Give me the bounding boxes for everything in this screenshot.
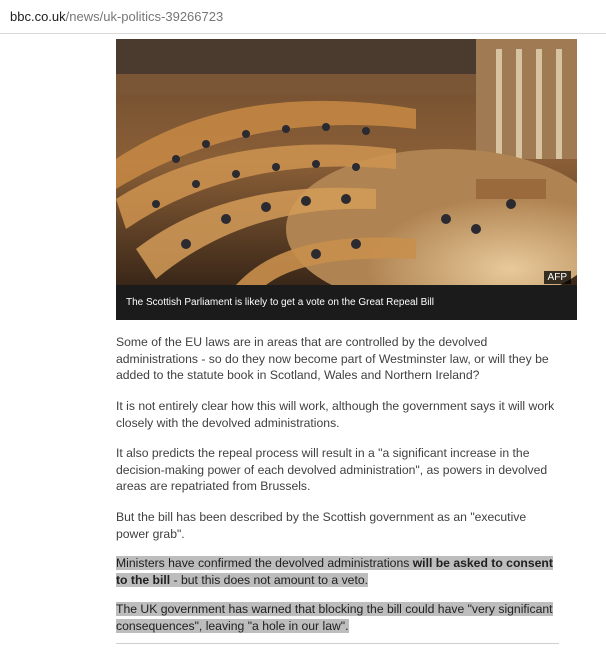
paragraph-6-highlighted <box>116 601 561 634</box>
url-path: /news/uk-politics-39266723 <box>65 9 224 24</box>
p5-text-a: Ministers have confirmed the devolved administrations <box>116 556 413 570</box>
photo-caption: The Scottish Parliament is likely to get a vote on the Great Repeal Bill <box>116 285 577 320</box>
photo-credit: AFP <box>544 271 571 284</box>
url-domain: bbc.co.uk <box>10 9 66 24</box>
p5-text-c: - but this does not amount to a veto. <box>170 572 368 587</box>
highlight-text <box>116 556 553 587</box>
highlight-text-2: The UK government has warned that blocking the bill could have "very significant consequences", leaving "a hole in our law". <box>116 602 553 633</box>
article-figure <box>116 39 577 320</box>
paragraph-1: Some of the EU laws are in areas that are controlled by the devolved administrations - so do they now become part of Westminster law, or will they be added to the statute book in Scotland, Wales and Northern Ireland? <box>116 335 549 383</box>
url-text[interactable] <box>10 9 223 24</box>
parliament-chamber-photo <box>116 39 577 285</box>
paragraph-2: It is not entirely clear how this will work, although the government says it will work closely with the devolved administrations. <box>116 399 555 430</box>
divider <box>116 643 559 644</box>
paragraph-5-highlighted <box>116 555 561 588</box>
p5-bold-text: will be asked to consent to the bill <box>116 556 553 587</box>
address-bar[interactable] <box>0 0 606 34</box>
paragraph-3: It also predicts the repeal process will result in a "a significant increase in the decision-making power of each devolved administration", as powers in devolved areas are repatriated from Brussels. <box>116 446 548 494</box>
paragraph-4: But the bill has been described by the Scottish government as an "executive power grab". <box>116 510 527 541</box>
